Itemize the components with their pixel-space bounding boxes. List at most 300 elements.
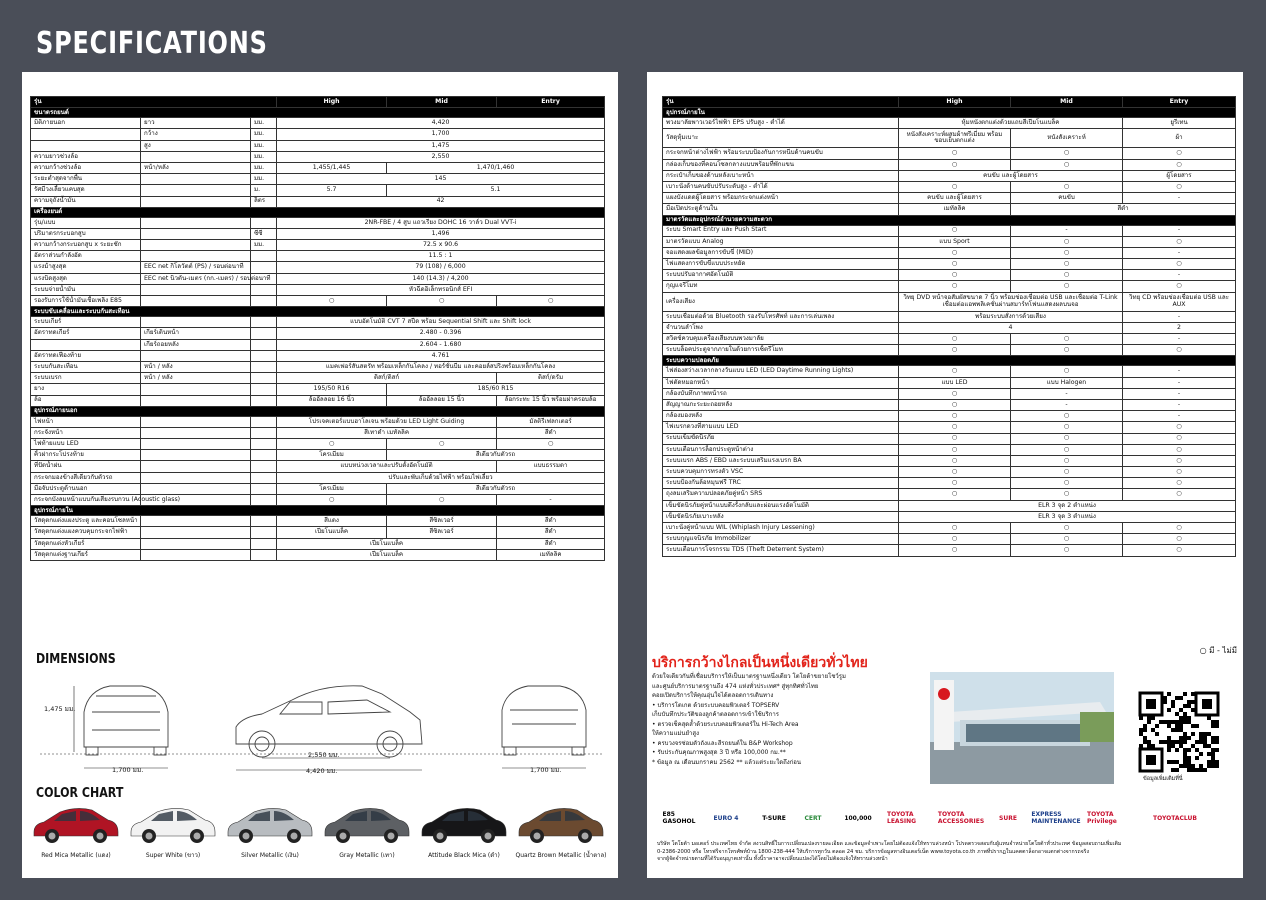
spec-value: ELR 3 จุด 3 ตำแหน่ง xyxy=(899,511,1236,522)
spec-value: ○ xyxy=(277,296,387,307)
spec-value: ○ xyxy=(1123,181,1236,192)
spec-row xyxy=(31,251,605,262)
spec-value: เมทัลลิค xyxy=(497,549,605,560)
spec-label: อัตราทดเกียร์ xyxy=(31,328,141,339)
spec-label: วัสดุตกแต่งหัวเกียร์ xyxy=(31,538,141,549)
spec-label: ความจุถังน้ำมัน xyxy=(31,196,141,207)
spec-row xyxy=(31,108,605,118)
spec-value: ล้อกระทะ 15 นิ้ว พร้อมฝาครอบล้อ xyxy=(497,395,605,406)
car-icon xyxy=(30,802,122,846)
spec-sublabel xyxy=(141,240,251,251)
spec-value: พร้อมระบบสั่งการด้วยเสียง xyxy=(899,311,1123,322)
spec-value: เมทัลลิค xyxy=(899,204,1011,215)
spec-value: ○ xyxy=(277,439,387,450)
spec-unit xyxy=(251,384,277,395)
spec-unit xyxy=(251,296,277,307)
spec-value: แบบธรรมดา xyxy=(497,461,605,472)
spec-sublabel xyxy=(141,395,251,406)
car-icon xyxy=(321,802,413,846)
spec-row xyxy=(663,422,1236,433)
spec-value: ○ xyxy=(899,388,1011,399)
spec-label: ระบบกันสะเทือน xyxy=(31,361,141,372)
car-icon xyxy=(127,802,219,846)
spec-value: 79 (108) / 6,000 xyxy=(277,262,605,273)
spec-unit xyxy=(251,538,277,549)
height-label: 1,475 มม. xyxy=(44,705,76,713)
spec-unit: ซีซี xyxy=(251,228,277,239)
spec-value: ○ xyxy=(899,345,1011,356)
spec-row xyxy=(663,455,1236,466)
spec-value: ○ xyxy=(1123,236,1236,247)
color-swatch[interactable] xyxy=(515,802,607,872)
color-swatch[interactable] xyxy=(127,802,219,872)
spec-row xyxy=(663,215,1236,225)
spec-label: เครื่องเสียง xyxy=(663,292,899,311)
spec-label: ระบบควบคุมการทรงตัว VSC xyxy=(663,467,899,478)
spec-unit: มม. xyxy=(251,174,277,185)
spec-row xyxy=(31,296,605,307)
service-line: และศูนย์บริการมาตรฐานถึง 474 แห่งทั่วประเทศ* สู่ทุกทิศทั่วไทย xyxy=(652,682,819,690)
spec-value: ○ xyxy=(899,181,1011,192)
spec-label: พวงมาลัยพาวเวอร์ไฟฟ้า EPS ปรับสูง - ต่ำได้ xyxy=(663,118,899,129)
spec-unit xyxy=(251,461,277,472)
spec-value: ○ xyxy=(899,433,1011,444)
partner-logo: EXPRESS MAINTENANCE xyxy=(1031,811,1081,825)
spec-unit xyxy=(251,527,277,538)
service-line: • ครบวงจรซ่อมตัวถังและสีรถยนต์ใน B&P Workshop xyxy=(652,739,793,747)
spec-sublabel: หน้า/หลัง xyxy=(141,162,251,173)
spec-unit xyxy=(251,395,277,406)
spec-row xyxy=(31,284,605,295)
qr-code[interactable] xyxy=(1139,692,1219,772)
spec-value: หนังสังเคราะห์ xyxy=(1011,129,1123,148)
partner-logo: TOYOTA Privilege xyxy=(1087,811,1117,825)
right-page xyxy=(647,72,1243,878)
partner-logo: SURE xyxy=(999,814,1017,822)
service-title: บริการกว้างไกลเป็นหนึ่งเดียวทั่วไทย xyxy=(652,655,868,671)
spec-value: ○ xyxy=(1123,148,1236,159)
spec-row xyxy=(663,399,1236,410)
spec-label xyxy=(31,129,141,140)
spec-row xyxy=(31,207,605,217)
spec-sublabel xyxy=(141,516,251,527)
spec-value: สีดำ xyxy=(1011,204,1236,215)
spec-value: ○ xyxy=(1011,281,1123,292)
spec-unit xyxy=(251,361,277,372)
spec-value: ○ xyxy=(899,366,1011,377)
spec-unit xyxy=(251,549,277,560)
spec-label: รองรับการใช้น้ำมันเชื้อเพลิง E85 xyxy=(31,296,141,307)
spec-value: ○ xyxy=(899,523,1011,534)
spec-row xyxy=(31,217,605,228)
footer-line: จากผู้จัดจำหน่ายตามที่ได้รับอนุญาตเท่านั้น ทั้งนี้ราคาอาจเปลี่ยนแปลงได้โดยไม่ต้องแจ้งให้ทราบล่วงหน้า xyxy=(657,856,888,862)
spec-row xyxy=(663,467,1236,478)
spec-value: สีเดียวกับตัวรถ xyxy=(387,483,605,494)
spec-value: ○ xyxy=(1123,281,1236,292)
spec-value: ○ xyxy=(1011,181,1123,192)
spec-value: - xyxy=(1123,399,1236,410)
spec-label: ระบบเตือนการโจรกรรม TDS (Theft Deterrent System) xyxy=(663,545,899,556)
spec-value: คนขับ xyxy=(1011,193,1123,204)
spec-value: ○ xyxy=(1011,270,1123,281)
spec-value: แบบ LED xyxy=(899,377,1011,388)
spec-value: ○ xyxy=(1011,534,1123,545)
spec-label: รัศมีวงเลี้ยวแคบสุด xyxy=(31,185,141,196)
spec-value: - xyxy=(1123,311,1236,322)
table-header-grade: Mid xyxy=(387,97,497,108)
spec-label xyxy=(31,339,141,350)
spec-value: ○ xyxy=(899,281,1011,292)
left-page xyxy=(22,72,618,878)
spec-value: ○ xyxy=(1011,411,1123,422)
spec-label: ล้อ xyxy=(31,395,141,406)
spec-value: 2NR-FBE / 4 สูบ แถวเรียง DOHC 16 วาล์ว Dual VVT-i xyxy=(277,217,605,228)
spec-value: 4,420 xyxy=(277,118,605,129)
spec-label: เข็มขัดนิรภัยเบาะหลัง xyxy=(663,511,899,522)
spec-value: ○ xyxy=(1011,247,1123,258)
spec-sublabel xyxy=(141,217,251,228)
spec-label: ระบบเกียร์ xyxy=(31,317,141,328)
spec-value: ○ xyxy=(1011,433,1123,444)
spec-value: สีดำ xyxy=(497,427,605,438)
partner-logo: EURO 4 xyxy=(713,814,739,822)
footer-disclaimer xyxy=(657,841,1235,864)
spec-row xyxy=(663,259,1236,270)
spec-value: สีดำ xyxy=(497,527,605,538)
spec-unit: ลิตร xyxy=(251,196,277,207)
spec-value: ผู้โดยสาร xyxy=(1123,170,1236,181)
spec-label: ระยะต่ำสุดจากพื้น xyxy=(31,174,141,185)
table-header-grade: High xyxy=(277,97,387,108)
spec-label: กระจังหน้า xyxy=(31,427,141,438)
spec-row xyxy=(31,151,605,162)
spec-row xyxy=(663,534,1236,545)
spec-row xyxy=(31,384,605,395)
spec-value: 1,700 xyxy=(277,129,605,140)
spec-label: คิ้วฝากระโปรงท้าย xyxy=(31,450,141,461)
spec-row xyxy=(31,450,605,461)
spec-sublabel xyxy=(141,439,251,450)
spec-value: สีซิลเวอร์ xyxy=(387,516,497,527)
spec-value: ○ xyxy=(899,334,1011,345)
spec-label: มือเปิดประตูด้านใน xyxy=(663,204,899,215)
spec-label: ที่ปัดน้ำฝน xyxy=(31,461,141,472)
spec-sublabel xyxy=(141,251,251,262)
spec-label: วัสดุตกแต่งฐานเกียร์ xyxy=(31,549,141,560)
spec-row xyxy=(31,196,605,207)
spec-value: แบบ Sport xyxy=(899,236,1011,247)
spec-value: ○ xyxy=(1123,422,1236,433)
spec-sublabel xyxy=(141,151,251,162)
spec-value: ○ xyxy=(899,399,1011,410)
spec-row xyxy=(31,527,605,538)
spec-row xyxy=(31,240,605,251)
dimensions-heading: DIMENSIONS xyxy=(36,652,116,667)
wheelbase-label: 2,550 มม. xyxy=(308,751,340,759)
spec-value: สีดำ xyxy=(497,538,605,549)
partner-logo: 100,000 xyxy=(844,814,872,822)
spec-value: คนขับ และผู้โดยสาร xyxy=(899,170,1123,181)
color-swatch[interactable] xyxy=(224,802,316,872)
spec-row xyxy=(663,225,1236,236)
spec-value: ดิสก์/ดิสก์ xyxy=(277,373,497,384)
spec-value: ○ xyxy=(899,247,1011,258)
spec-value: แบบหน่วงเวลาและปรับตั้งอัตโนมัติ xyxy=(277,461,497,472)
spec-row xyxy=(31,439,605,450)
spec-value: โครเมียม xyxy=(277,450,387,461)
spec-value: เปียโนแบล็ค xyxy=(277,527,387,538)
spec-value: ○ xyxy=(899,534,1011,545)
spec-label: เบาะนั่งด้านคนขับปรับระดับสูง - ต่ำได้ xyxy=(663,181,899,192)
spec-value: 1,496 xyxy=(277,228,605,239)
spec-row xyxy=(31,361,605,372)
page-title: SPECIFICATIONS xyxy=(36,26,268,61)
spec-sublabel: เกียร์เดินหน้า xyxy=(141,328,251,339)
spec-value: - xyxy=(1011,399,1123,410)
color-name: Red Mica Metallic (แดง) xyxy=(41,852,111,859)
spec-value: โครเมียม xyxy=(277,483,387,494)
spec-row xyxy=(663,388,1236,399)
spec-unit xyxy=(251,495,277,506)
spec-row xyxy=(663,159,1236,170)
spec-label: ไฟแสดงการขับขี่แบบประหยัด xyxy=(663,259,899,270)
spec-value: สีเทาดำ เมทัลลิค xyxy=(277,427,497,438)
color-name: Silver Metallic (เงิน) xyxy=(241,852,299,859)
spec-sublabel xyxy=(141,427,251,438)
spec-value: ○ xyxy=(1011,148,1123,159)
spec-value: - xyxy=(1123,270,1236,281)
spec-value: 1,470/1,460 xyxy=(387,162,605,173)
spec-row xyxy=(663,511,1236,522)
spec-value: สีซิลเวอร์ xyxy=(387,527,497,538)
spec-value: ผ้า xyxy=(1123,129,1236,148)
spec-row xyxy=(663,193,1236,204)
spec-value: ○ xyxy=(1011,259,1123,270)
spec-value: ○ xyxy=(899,411,1011,422)
spec-unit xyxy=(251,427,277,438)
spec-row xyxy=(663,411,1236,422)
spec-row xyxy=(663,148,1236,159)
spec-value: - xyxy=(1123,225,1236,236)
spec-label: สัญญาณกะระยะถอยหลัง xyxy=(663,399,899,410)
partner-logo: T-SURE xyxy=(762,814,786,822)
spec-label: รุ่น/แบบ xyxy=(31,217,141,228)
spec-row xyxy=(31,538,605,549)
spec-label: วัสดุหุ้มเบาะ xyxy=(663,129,899,148)
spec-value: - xyxy=(1011,388,1123,399)
spec-value: 11.5 : 1 xyxy=(277,251,605,262)
spec-value: - xyxy=(1123,366,1236,377)
spec-value: ○ xyxy=(1123,455,1236,466)
spec-value: 1,475 xyxy=(277,140,605,151)
dimensions-diagram xyxy=(22,672,618,782)
spec-value: 5.7 xyxy=(277,185,387,196)
spec-value: ○ xyxy=(1123,159,1236,170)
spec-row xyxy=(663,108,1236,118)
color-swatch[interactable] xyxy=(321,802,413,872)
spec-value: ○ xyxy=(899,545,1011,556)
spec-value: ○ xyxy=(1011,422,1123,433)
spec-value: ○ xyxy=(1011,334,1123,345)
spec-row xyxy=(663,311,1236,322)
spec-row xyxy=(31,339,605,350)
spec-sublabel: เกียร์ถอยหลัง xyxy=(141,339,251,350)
spec-row xyxy=(31,483,605,494)
spec-value: ○ xyxy=(1123,345,1236,356)
partner-logo: TOYOTACLUB xyxy=(1153,814,1197,822)
section-heading: อุปกรณ์ภายใน xyxy=(663,108,1236,118)
spec-table-left xyxy=(30,96,605,561)
spec-label: ความกว้างกระบอกสูบ x ระยะชัก xyxy=(31,240,141,251)
spec-row xyxy=(663,356,1236,366)
spec-value: แมคเฟอร์สันสตรัท พร้อมเหล็กกันโคลง / ทอร์ชั่นบีม และคอยล์สปริงพร้อมเหล็กกันโคลง xyxy=(277,361,605,372)
spec-row xyxy=(31,427,605,438)
legend: ○ มี - ไม่มี xyxy=(1199,646,1237,655)
spec-sublabel: EEC net นิวตัน-เมตร (กก.-เมตร) / รอบต่อนาที xyxy=(141,273,251,284)
spec-value: 72.5 x 90.6 xyxy=(277,240,605,251)
spec-value: เปียโนแบล็ค xyxy=(277,538,497,549)
spec-label: ระบบจ่ายน้ำมัน xyxy=(31,284,141,295)
spec-value: สีดำ xyxy=(497,516,605,527)
spec-unit xyxy=(251,217,277,228)
spec-value: - xyxy=(497,495,605,506)
spec-label: แรงม้าสูงสุด xyxy=(31,262,141,273)
spec-value: 42 xyxy=(277,196,605,207)
spec-value: แบบ Halogen xyxy=(1011,377,1123,388)
spec-unit: มม. xyxy=(251,240,277,251)
spec-label: อัตราส่วนกำลังอัด xyxy=(31,251,141,262)
spec-value: ○ xyxy=(1123,523,1236,534)
spec-value: ○ xyxy=(899,422,1011,433)
spec-label: ระบบ Smart Entry และ Push Start xyxy=(663,225,899,236)
spec-value: แบบอัตโนมัติ CVT 7 สปีด พร้อม Sequential Shift และ Shift lock xyxy=(277,317,605,328)
spec-row xyxy=(663,129,1236,148)
spec-value: ○ xyxy=(1123,444,1236,455)
service-line: ด้วยใจเดียวกันที่เชื่อมบริการให้เป็นมาตรฐานหนึ่งเดียว โตโยต้าขยายโชว์รูม xyxy=(652,673,846,680)
spec-label xyxy=(31,140,141,151)
spec-value: ล้ออัลลอย 16 นิ้ว xyxy=(277,395,387,406)
spec-value: ○ xyxy=(899,467,1011,478)
spec-value: 185/60 R15 xyxy=(387,384,605,395)
spec-value: ○ xyxy=(1011,366,1123,377)
section-heading: อุปกรณ์ภายใน xyxy=(31,506,605,516)
spec-value: ○ xyxy=(1011,467,1123,478)
spec-value: ○ xyxy=(1011,444,1123,455)
spec-value: ○ xyxy=(1011,545,1123,556)
spec-row xyxy=(31,472,605,483)
spec-value: - xyxy=(1011,225,1123,236)
spec-row xyxy=(31,406,605,416)
spec-unit xyxy=(251,262,277,273)
spec-value: ยูรีเทน xyxy=(1123,118,1236,129)
section-heading: ระบบความปลอดภัย xyxy=(663,356,1236,366)
spec-label: ไฟตัดหมอกหน้า xyxy=(663,377,899,388)
section-heading: มาตรวัดและอุปกรณ์อำนวยความสะดวก xyxy=(663,215,1236,225)
service-line: • บริการโตเกต ด้วยระบบคอมพิวเตอร์ TOPSERV xyxy=(652,701,780,709)
front-track-label: 1,700 มม. xyxy=(112,766,144,774)
spec-value: วิทยุ CD พร้อมช่องเชื่อมต่อ USB และ AUX xyxy=(1123,292,1236,311)
spec-value: คนขับ และผู้โดยสาร xyxy=(899,193,1011,204)
spec-unit xyxy=(251,416,277,427)
spec-label: ความยาวช่วงล้อ xyxy=(31,151,141,162)
spec-value: ○ xyxy=(387,495,497,506)
spec-value: สีเดียวกับตัวรถ xyxy=(387,450,605,461)
partner-logo: TOYOTA ACCESSORIES xyxy=(937,811,985,825)
section-heading: เครื่องยนต์ xyxy=(31,207,605,217)
spec-row xyxy=(663,292,1236,311)
spec-value: ○ xyxy=(387,439,497,450)
dealer-photo xyxy=(930,672,1114,784)
spec-value: 2.480 - 0.396 xyxy=(277,328,605,339)
color-name: Attitude Black Mica (ดำ) xyxy=(428,852,500,859)
spec-sublabel xyxy=(141,549,251,560)
spec-value: ○ xyxy=(497,439,605,450)
spec-unit xyxy=(251,251,277,262)
spec-label: วัสดุตกแต่งแผงควบคุมกระจกไฟฟ้า xyxy=(31,527,141,538)
spec-value: สีแดง xyxy=(277,516,387,527)
color-swatch[interactable] xyxy=(418,802,510,872)
spec-value: 2,550 xyxy=(277,151,605,162)
color-swatch[interactable] xyxy=(30,802,122,872)
spec-label: ถุงลมเสริมความปลอดภัยคู่หน้า SRS xyxy=(663,489,899,500)
spec-row xyxy=(31,516,605,527)
spec-value: ล้ออัลลอย 15 นิ้ว xyxy=(387,395,497,406)
spec-row xyxy=(31,262,605,273)
spec-value: ○ xyxy=(387,296,497,307)
spec-sublabel xyxy=(141,461,251,472)
spec-row xyxy=(663,118,1236,129)
color-chart-heading: COLOR CHART xyxy=(36,786,124,801)
spec-row xyxy=(31,140,605,151)
spec-row xyxy=(663,204,1236,215)
partner-logos xyxy=(662,807,1235,835)
spec-label: วัสดุตกแต่งแผงประตู และคอนโซลหน้า xyxy=(31,516,141,527)
spec-row xyxy=(663,170,1236,181)
spec-sublabel xyxy=(141,350,251,361)
spec-row xyxy=(663,500,1236,511)
spec-row xyxy=(31,307,605,317)
spec-sublabel xyxy=(141,416,251,427)
spec-value: ○ xyxy=(1123,545,1236,556)
spec-row xyxy=(663,322,1236,333)
spec-label: จำนวนลำโพง xyxy=(663,322,899,333)
table-header-grade: Mid xyxy=(1011,97,1123,108)
spec-row xyxy=(31,461,605,472)
spec-row xyxy=(31,228,605,239)
spec-value: - xyxy=(1123,334,1236,345)
spec-value: ○ xyxy=(1123,467,1236,478)
spec-sublabel: กว้าง xyxy=(141,129,251,140)
spec-row xyxy=(31,549,605,560)
spec-label: มือจับประตูด้านนอก xyxy=(31,483,141,494)
spec-value: ○ xyxy=(899,444,1011,455)
spec-label: ไฟหน้า xyxy=(31,416,141,427)
spec-label: ไฟท้ายแบบ LED xyxy=(31,439,141,450)
color-chart xyxy=(22,802,618,878)
spec-label: ปริมาตรกระบอกสูบ xyxy=(31,228,141,239)
spec-sublabel xyxy=(141,384,251,395)
spec-value: ○ xyxy=(1011,236,1123,247)
spec-row xyxy=(663,433,1236,444)
spec-label: กระจกบังลมหน้าแบบกันเสียงรบกวน (Acoustic glass) xyxy=(31,495,141,506)
color-name: Gray Metallic (เทา) xyxy=(339,852,395,859)
spec-value: 2 xyxy=(1123,322,1236,333)
spec-unit: มม. xyxy=(251,118,277,129)
service-line: • ตรวจเช็คสุดล้ำด้วยระบบคอมพิวเตอร์ใน Hi-Tech Area xyxy=(652,720,799,728)
spec-row xyxy=(31,273,605,284)
spec-value: ○ xyxy=(1011,523,1123,534)
spec-label: กุญแจรีโมท xyxy=(663,281,899,292)
